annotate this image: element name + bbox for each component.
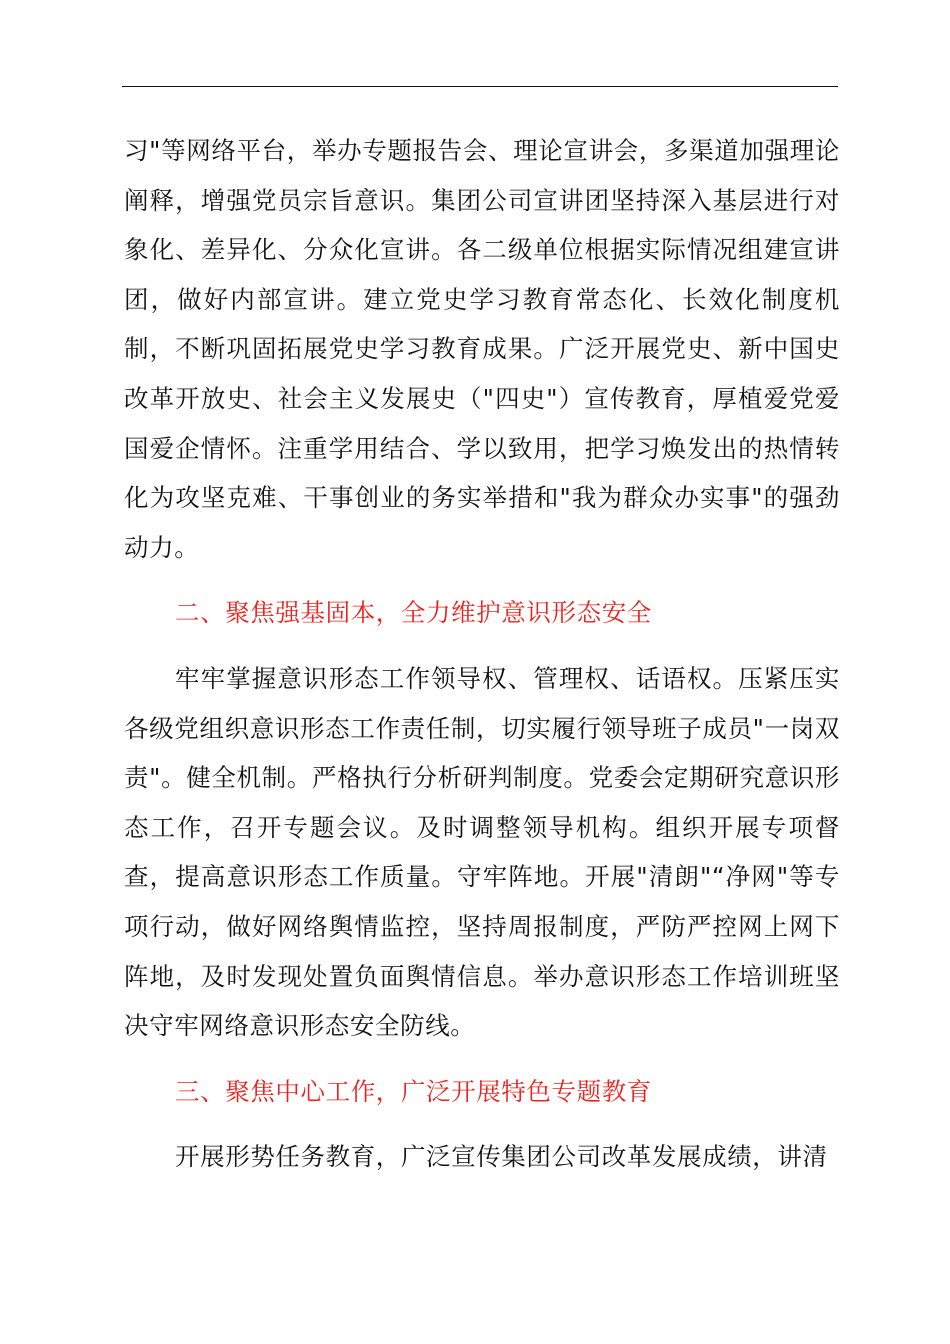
section-heading-3: 三、聚焦中心工作，广泛开展特色专题教育 (175, 1076, 652, 1106)
section-2-paragraph: 牢牢掌握意识形态工作领导权、管理权、话语权。压紧压实各级党组织意识形态工作责任制，切实履行领导班子成员"一岗双责"。健全机制。严格执行分析研判制度。党委会定期研究意识形态工作，召开专题会议。及时调整领导机构。组织开展专项督查，提高意识形态工作质量。守牢阵地。开展"清朗"“净网"等专项行动，做好网络舆情监控，坚持周报制度，严防严控网上网下阵地，及时发现处置负面舆情信息。举办意识形态工作培训班坚决守牢网络意识形态安全防线。 (124, 663, 840, 1041)
section-3-paragraph: 开展形势任务教育，广泛宣传集团公司改革发展成绩，讲清 (175, 1142, 828, 1172)
section-heading-2: 二、聚焦强基固本，全力维护意识形态安全 (175, 598, 652, 628)
intro-paragraph: 习"等网络平台，举办专题报告会、理论宣讲会，多渠道加强理论阐释，增强党员宗旨意识。集团公司宣讲团坚持深入基层进行对象化、差异化、分众化宣讲。各二级单位根据实际情况组建宣讲团，做好内部宣讲。建立党史学习教育常态化、长效化制度机制，不断巩固拓展党史学习教育成果。广泛开展党史、新中国史改革开放史、社会主义发展史（"四史"）宣传教育，厚植爱党爱国爱企情怀。注重学用结合、学以致用，把学习焕发出的热情转化为攻坚克难、干事创业的务实举措和"我为群众办实事"的强劲动力。 (124, 136, 840, 562)
header-rule (122, 86, 838, 87)
document-body (124, 126, 840, 1182)
